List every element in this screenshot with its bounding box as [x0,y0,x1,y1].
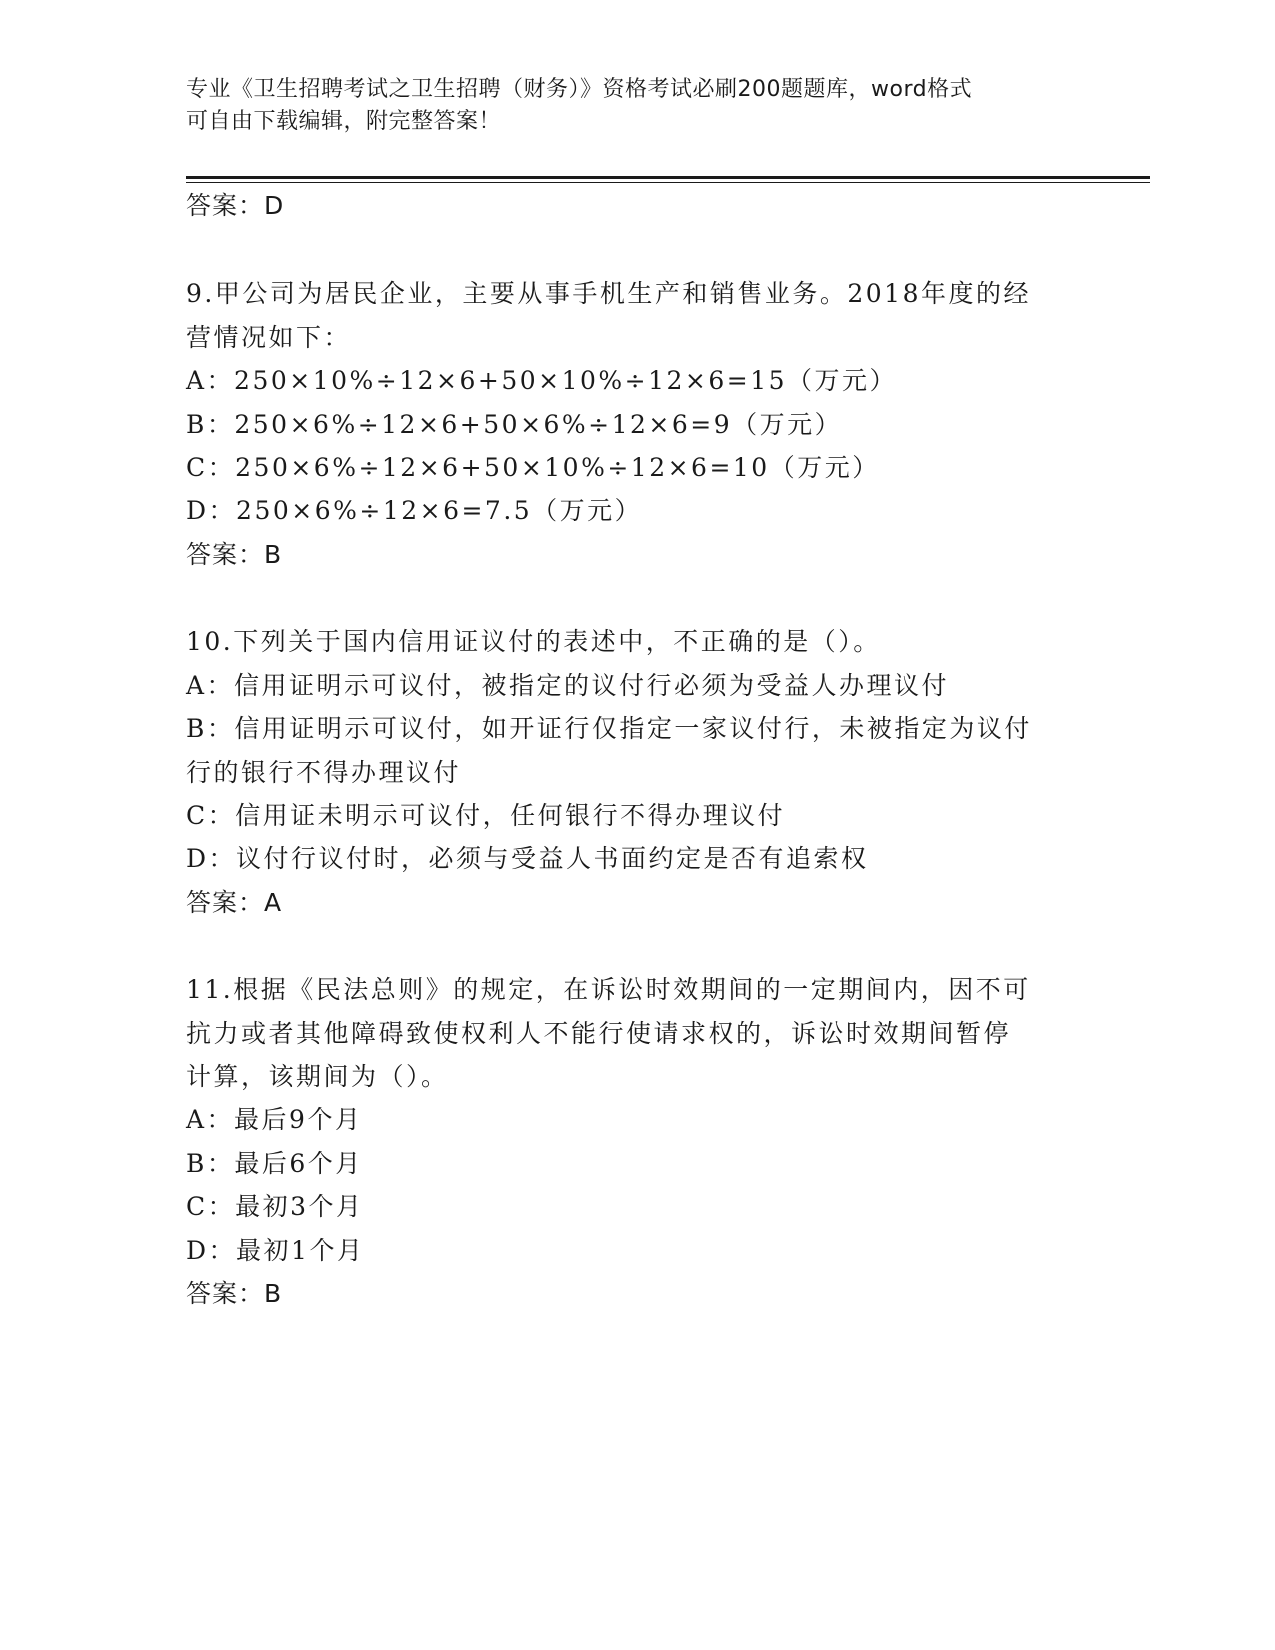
q11-option-c: C：最初3个月 [186,1192,364,1221]
q9-option-b: B：250×6%÷12×6+50×6%÷12×6=9（万元） [186,410,843,439]
answer-q11: 答案：B [186,1279,283,1308]
header-rule-thin [186,182,1150,183]
q11-option-d: D：最初1个月 [186,1236,365,1265]
header-rule [186,176,1150,179]
q9-option-a: A：250×10%÷12×6+50×10%÷12×6=15（万元） [186,366,898,395]
q10-option-b-line-1: B：信用证明示可议付，如开证行仅指定一家议付行，未被指定为议付 [186,714,1032,743]
q10-option-d: D：议付行议付时，必须与受益人书面约定是否有追索权 [186,844,869,873]
answer-q9: 答案：B [186,540,283,569]
answer-q8: 答案：D [186,191,285,220]
q9-stem-line-2: 营情况如下： [186,323,352,352]
q10-option-a: A：信用证明示可议付，被指定的议付行必须为受益人办理议付 [186,671,950,700]
q10-option-c: C：信用证未明示可议付，任何银行不得办理议付 [186,801,786,830]
q11-stem-line-1: 11.根据《民法总则》的规定，在诉讼时效期间的一定期间内，因不可 [186,975,1031,1004]
q11-stem-line-3: 计算，该期间为（）。 [186,1062,449,1091]
page-header [186,74,1066,138]
q9-stem-line-1: 9.甲公司为居民企业，主要从事手机生产和销售业务。2018年度的经 [186,279,1031,308]
header-line-1: 专业《卫生招聘考试之卫生招聘（财务）》资格考试必刷200题题库，word格式 [186,77,973,102]
answer-q10: 答案：A [186,888,283,917]
q9-option-c: C：250×6%÷12×6+50×10%÷12×6=10（万元） [186,453,880,482]
q11-stem-line-2: 抗力或者其他障碍致使权利人不能行使请求权的，诉讼时效期间暂停 [186,1019,1012,1048]
q10-option-b-line-2: 行的银行不得办理议付 [186,758,462,787]
header-line-2: 可自由下载编辑，附完整答案！ [186,109,502,134]
q11-option-b: B：最后6个月 [186,1149,363,1178]
q9-option-d: D：250×6%÷12×6=7.5（万元） [186,496,643,525]
q10-stem: 10.下列关于国内信用证议付的表述中，不正确的是（）。 [186,627,881,656]
q11-option-a: A：最后9个月 [186,1105,363,1134]
